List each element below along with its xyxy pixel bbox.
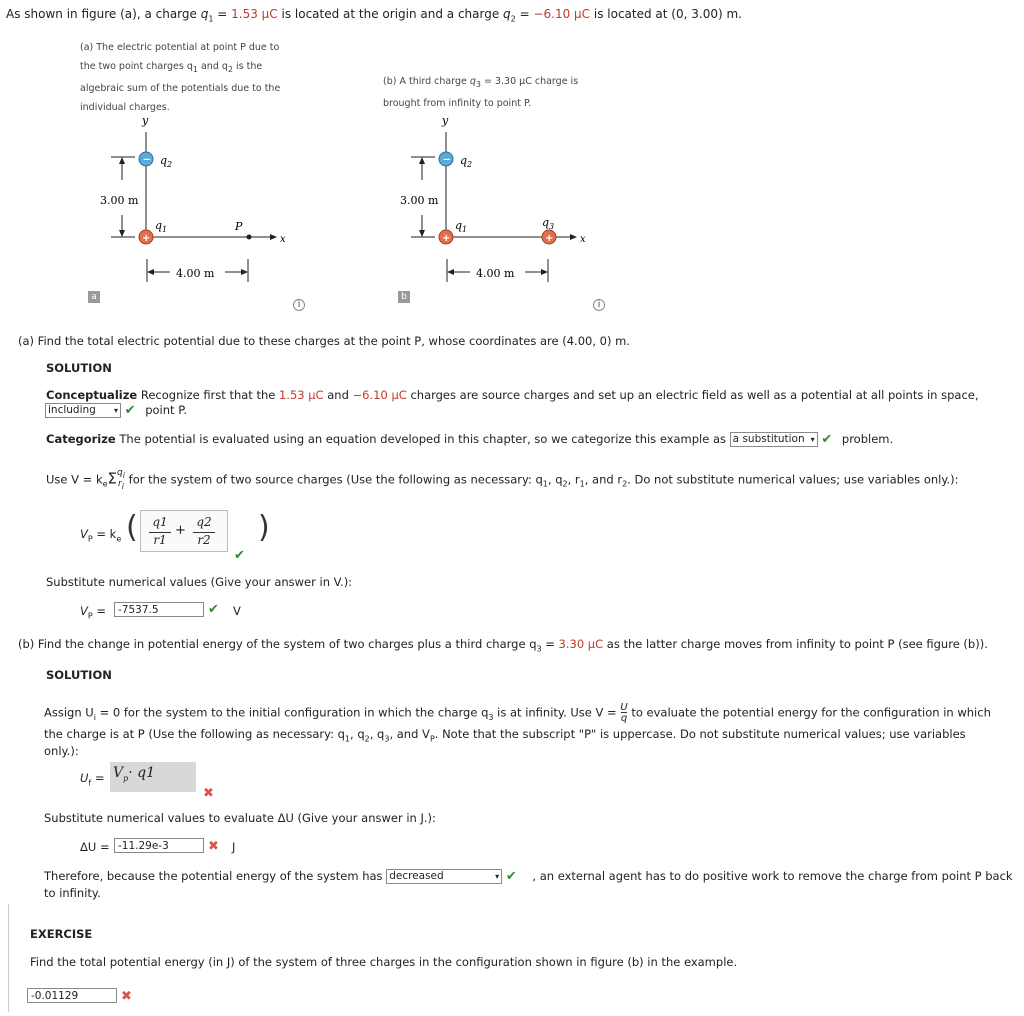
figure-b-diagram [385, 112, 615, 312]
correct-check-icon: ✔ [208, 602, 219, 617]
x-axis-label: x [280, 234, 286, 245]
info-icon[interactable]: i [293, 299, 305, 311]
assign-line2: the charge is at P (Use the following as necessary: $q_1$, $q_2$, $q_3$, and $V_P$. Note that the subscript "P" is uppercase. Do not substitute numerical values; use variables [44, 727, 966, 744]
figure-b-caption: (b) A third charge $q_3 = 3.30$ μC charge is brought from infinity to point P. [383, 76, 579, 109]
svg-text:−: − [142, 154, 151, 166]
assign-line3: only.): [44, 744, 79, 758]
problem-statement: As shown in figure (a), a charge $q_1 = 1.53$ μC is located at the origin and a charge $q_2 = -6.10$ μC is located at (0, 3.00) m. [6, 7, 742, 24]
assign-instruction: Assign $U_i = 0$ for the system to the initial configuration in which the charge $q_3$ is at infinity. Use $V = \frac{U}{q}$ to evaluate the potential energy for the configuration in which [44, 702, 991, 724]
distance-vertical: 3.00 m [100, 194, 139, 207]
part-b-substitute-text: Substitute numerical values to evaluate ΔU (Give your answer in J.): [44, 811, 436, 825]
figure-a-caption: (a) The electric potential at point P due to the two point charges $q_1$ and $q_2$ is the algebraic sum of the potentials due to the individual charges. [80, 42, 281, 113]
distance-vertical: 3.00 m [400, 194, 439, 207]
svg-text:+: + [442, 233, 451, 244]
therefore-text: Therefore, because the potential energy of the system has decreased ▾ ✔ , an external agent has to do positive work to remove the charge from point P back [44, 869, 1013, 884]
q2-label: $q_2$ [460, 154, 473, 169]
therefore-line2: to infinity. [44, 886, 101, 900]
q1-label: $q_1$ [455, 219, 468, 234]
figure-a-label: a [88, 291, 100, 303]
correct-check-icon: ✔ [234, 548, 245, 563]
uf-formula-answer[interactable]: $V_p\cdot q1$ [110, 762, 196, 792]
vp-value-input[interactable]: -7537.5 [114, 602, 204, 617]
correct-check-icon: ✔ [821, 432, 833, 447]
q3-label: $q_3$ [542, 216, 555, 231]
uf-label: $U_f$ = [80, 771, 105, 788]
q1-label: $q_1$ [155, 219, 168, 234]
distance-horizontal: 4.00 m [476, 267, 515, 280]
paren-left: ( [126, 510, 138, 545]
part-a-substitute-text: Substitute numerical values (Give your answer in V.): [46, 575, 353, 589]
point-p-label: P [235, 220, 243, 233]
part-a-solution-heading: SOLUTION [46, 361, 112, 375]
correct-check-icon: ✔ [505, 869, 517, 884]
part-b-solution-heading: SOLUTION [46, 668, 112, 682]
figure-b-label: b [398, 291, 410, 303]
q2-label: $q_2$ [160, 154, 173, 169]
svg-text:−: − [442, 154, 451, 166]
svg-text:+: + [142, 233, 151, 244]
categorize-text: Categorize The potential is evaluated using an equation developed in this chapter, so we categorize this example as a substitution ▾ ✔ problem. [46, 432, 894, 447]
incorrect-x-icon: ✖ [121, 989, 132, 1004]
vp-value-label: $V_P$ = [80, 604, 106, 621]
exercise-text: Find the total potential energy (in J) of the system of three charges in the configuration shown in figure (b) in the example. [30, 955, 738, 969]
figure-a-diagram [85, 112, 305, 312]
paren-right: ) [258, 510, 270, 545]
vp-unit: V [233, 604, 241, 618]
y-axis-label: y [142, 114, 149, 127]
du-value-input[interactable]: -11.29e-3 [114, 838, 204, 853]
correct-check-icon: ✔ [124, 403, 136, 418]
exercise-divider [8, 904, 9, 1012]
svg-text:+: + [545, 233, 554, 244]
y-axis-label: y [442, 114, 449, 127]
du-label: ΔU = [80, 840, 110, 854]
distance-horizontal: 4.00 m [176, 267, 215, 280]
conceptualize-text: Conceptualize Recognize first that the 1.53 μC and −6.10 μC charges are source charges and set up an electric field as well as a potential at all points in space, [46, 388, 979, 402]
use-v-instruction: Use $V = k_e\Sigma q_i$ $r_i$ for the system of two source charges (Use the following as necessary: $q_1$, $q_2$, $r_1$, and $r_2$. Do not substitute numerical values; use variables only.): [46, 468, 959, 491]
vp-formula-answer[interactable]: q1 r1 + q2 r2 [140, 510, 228, 552]
exercise-answer-input[interactable]: -0.01129 [27, 988, 117, 1003]
incorrect-x-icon: ✖ [203, 786, 214, 801]
part-a-question: (a) Find the total electric potential due to these charges at the point P, whose coordinates are (4.00, 0) m. [18, 334, 630, 348]
incorrect-x-icon: ✖ [208, 839, 219, 854]
point-p-marker [247, 235, 252, 240]
decreased-select[interactable]: decreased ▾ [386, 869, 502, 884]
vp-formula-label: $V_P = k_e$ [80, 527, 122, 544]
x-axis-label: x [580, 234, 586, 245]
conceptualize-line2: including ▾ ✔ point P. [45, 403, 187, 418]
info-icon[interactable]: i [593, 299, 605, 311]
substitution-select[interactable]: a substitution ▾ [730, 432, 818, 447]
part-b-question: (b) Find the change in potential energy of the system of two charges plus a third charge $q_3 = 3.30$ μC as the latter charge moves from infinity to point P (see figure (b)). [18, 637, 988, 654]
du-unit: J [232, 840, 236, 854]
including-select[interactable]: including ▾ [45, 403, 121, 418]
exercise-heading: EXERCISE [30, 927, 93, 941]
